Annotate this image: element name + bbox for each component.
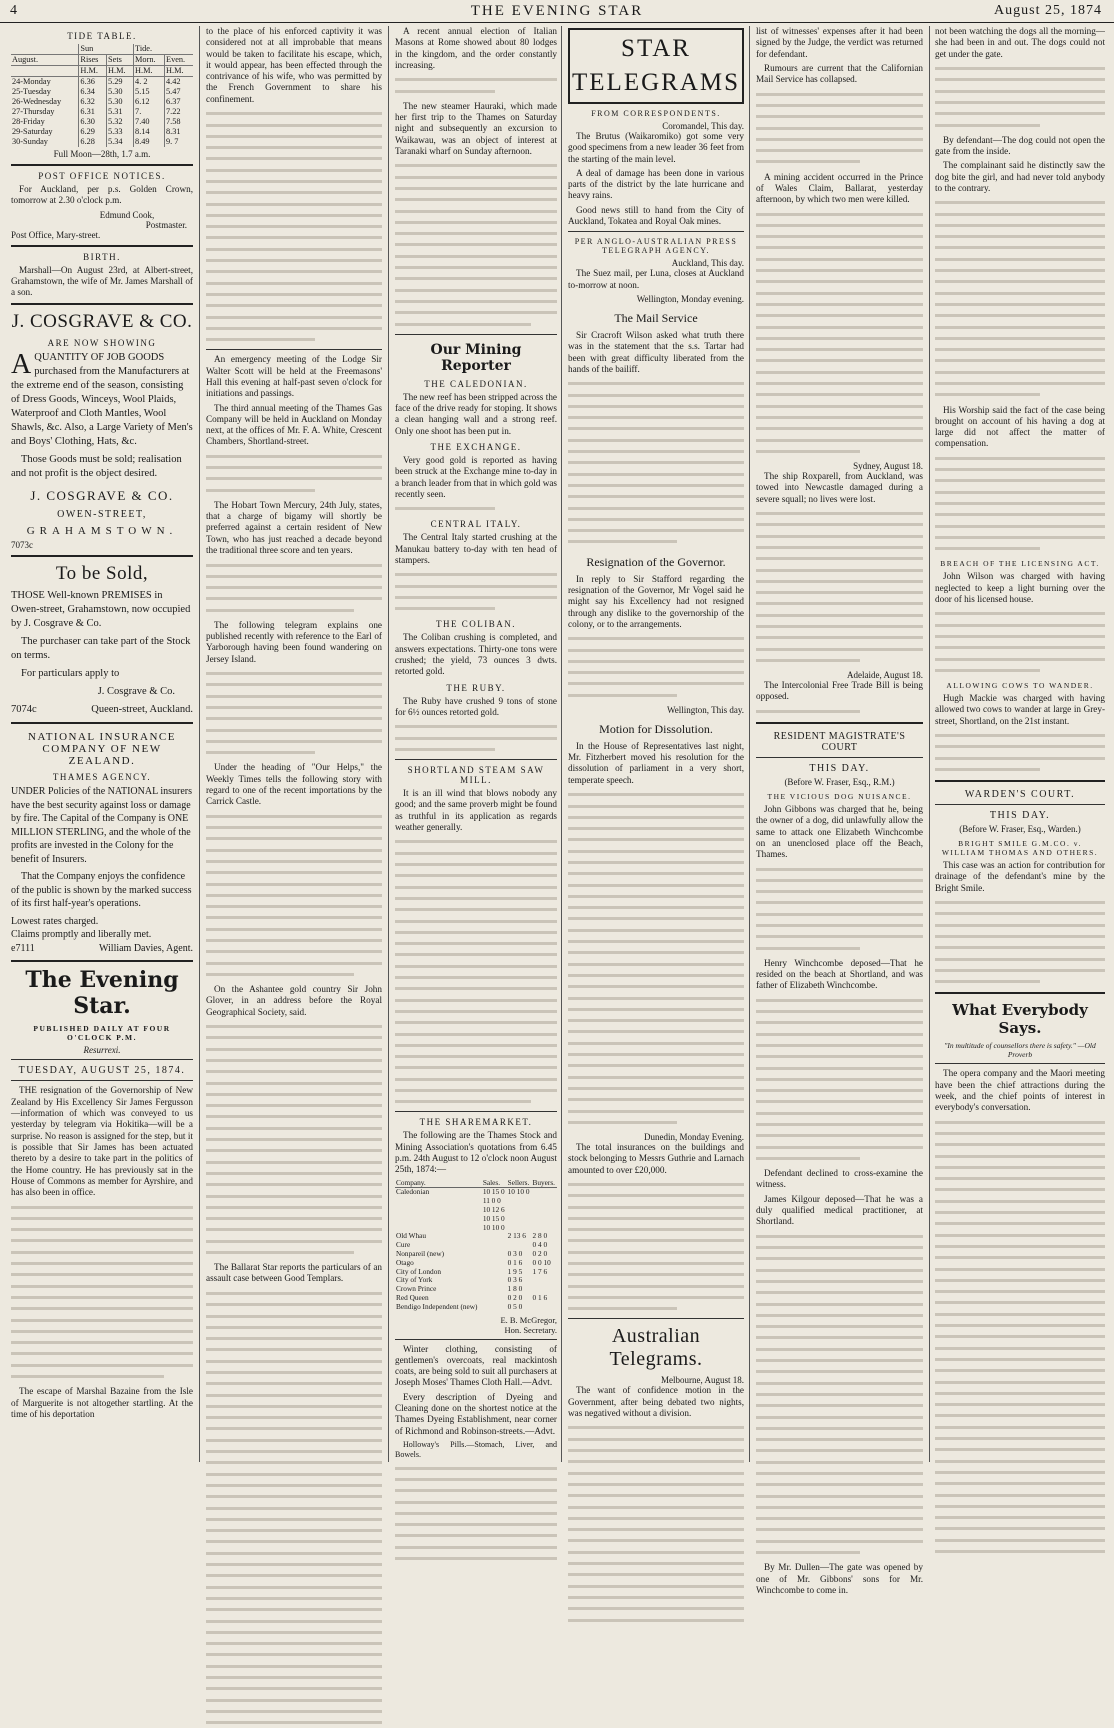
column-rule [199, 26, 200, 1462]
australian-telegrams-title: Australian Telegrams. [609, 1325, 703, 1371]
illegible-text [568, 1179, 744, 1315]
case-title: BRIGHT SMILE G.M.CO. v. WILLIAM THOMAS AND OTHERS. [941, 839, 1099, 858]
article-paragraph: Rumours are current that the Californian Mail Service has collapsed. [756, 62, 923, 85]
tide-col-even: Even. [166, 55, 186, 64]
mail-service-title: The Mail Service [614, 310, 698, 325]
illegible-text [395, 569, 557, 614]
star-telegrams-banner: STAR TELEGRAMS [568, 28, 744, 104]
table-row: 29-Saturday 6.29 5.33 8.14 8.31 [12, 127, 181, 136]
column-5 [751, 26, 928, 1595]
illegible-text [395, 721, 557, 755]
court-paragraph: By defendant—The dog could not open the gate from the inside. [935, 134, 1105, 156]
postmaster-role: Postmaster. [145, 219, 187, 230]
cosgrave-showing: ARE NOW SHOWING [47, 338, 157, 349]
dateline: Melbourne, August 18. [661, 1375, 744, 1386]
table-row: 10 10 0 [482, 1222, 505, 1232]
illegible-text [206, 811, 382, 980]
table-row: 30-Sunday 6.28 5.34 8.49 9. 7 [12, 137, 179, 146]
table-row: 11 0 0 [482, 1196, 501, 1206]
column-3 [390, 26, 562, 1462]
insurance-ad [11, 785, 193, 955]
tide-table [11, 44, 193, 147]
publication-note: PUBLISHED DAILY AT FOUR O'CLOCK P.M. [33, 1024, 171, 1043]
illegible-text [756, 1231, 923, 1559]
article-paragraph: The Intercolonial Free Trade Bill is being opposed. [756, 680, 923, 702]
insurance-agent: William Davies, Agent. [98, 942, 193, 954]
share-col-buyers: Buyers. [532, 1177, 555, 1187]
lodge-notice: An emergency meeting of the Lodge Sir Walter Scott will be held at the Freemasons' Hall this evening at half-past seven o'clock for initiations and passings. [206, 354, 382, 399]
illegible-text [206, 668, 382, 758]
column-1 [6, 26, 198, 1462]
coliban-title: THE COLIBAN. [436, 619, 516, 630]
dateline: Wellington, Monday evening. [636, 293, 744, 304]
dog-nuisance-title: THE VICIOUS DOG NUISANCE. [767, 791, 912, 801]
exchange-title: THE EXCHANGE. [430, 441, 522, 452]
court-day: THIS DAY. [809, 762, 870, 774]
court-paragraph: Henry Winchcombe deposed—That he resided on the beach at Shortland, and was father of Elizabeth Winchcombe. [756, 957, 923, 991]
table-row: Nonpareil (new) 0 3 0 0 2 0 [396, 1249, 548, 1259]
insurance-agency: THAMES AGENCY. [52, 772, 152, 783]
telegram-paragraph: The Suez mail, per Luna, closes at Auckland to-morrow at noon. [568, 268, 744, 290]
illegible-text [395, 1463, 557, 1565]
moon-phase: Full Moon—28th, 1.7 a.m. [53, 149, 151, 159]
leader-paragraph-2: The escape of Marshal Bazaine from the Isle of Marguerite is not altogether startling. At the time of his deportation [11, 1386, 193, 1419]
court-paragraph: John Gibbons was charged that he, being the owner of a dog, did unlawfully allow the same to attack one Elizabeth Winchcombe on an unenclosed place off the Beach, Thames. [756, 803, 923, 860]
to-be-sold-title: To be Sold, [55, 563, 149, 585]
paper-title: THE EVENING STAR [470, 3, 644, 19]
table-row: 26-Wednesday 6.32 5.30 6.12 6.37 [12, 97, 181, 106]
illegible-text [935, 63, 1105, 131]
dateline: Auckland, This day. [671, 258, 744, 269]
to-be-sold-address: Queen-street, Auckland. [91, 704, 193, 716]
table-row: 28-Friday 6.30 5.32 7.40 7.58 [12, 117, 181, 126]
telegram-paragraph: The want of confidence motion in the Government, after being debated two nights, was negatived without a division. [568, 1385, 744, 1419]
column-4 [563, 26, 749, 1462]
illegible-text [568, 633, 744, 701]
table-row: City of York 0 3 6 [396, 1275, 523, 1285]
birth-notice: Marshall—On August 23rd, at Albert-street, Grahamstown, the wife of Mr. James Marshall of a son. [11, 264, 193, 298]
illegible-text [756, 508, 923, 666]
ruby-report: The Ruby have crushed 9 tons of stone for 6½ ounces retorted gold. [395, 695, 557, 717]
illegible-text [206, 108, 382, 345]
cosgrave-name-2: J. COSGRAVE & CO. [30, 488, 174, 504]
dateline: Dunedin, Monday Evening. [644, 1131, 744, 1142]
masthead [0, 0, 1114, 23]
to-be-sold-text-2: The purchaser can take part of the Stock on terms. [11, 636, 191, 662]
illegible-text [11, 1201, 193, 1382]
dissolution-title: Motion for Dissolution. [599, 721, 713, 736]
table-row: 24-Monday 6.36 5.29 4. 2 4.42 [12, 77, 181, 86]
court-paragraph: James Kilgour deposed—That he was a duly qualified medical practitioner, at Shortland. [756, 1193, 923, 1227]
illegible-text [756, 88, 923, 167]
column-rule [388, 26, 389, 1462]
tide-col-sun: Sun [79, 44, 134, 55]
court-paragraph: Hugh Mackie was charged with having allowed two cows to wander at large in Grey-street, Shortland, on the 21st instant. [935, 693, 1105, 726]
editorial-dateline: TUESDAY, AUGUST 25, 1874. [18, 1065, 186, 1077]
to-be-sold-ad [11, 589, 193, 717]
telegram-paragraph: Sir Cracroft Wilson asked what truth there was in the statement that the s.s. Tartar had been with great difficulty liberated from the hands of the bailiff. [568, 329, 744, 374]
ad-reference: 7074c [11, 704, 37, 716]
ashantee-paragraph: On the Ashantee gold country Sir John Glover, in an address before the Royal Geographical Society, said. [206, 984, 382, 1017]
advertisement-dyeing: Every description of Dyeing and Cleaning done on the shortest notice at the Thames Dyeing Establishment, near corner of Richmond and Robinson-streets.—Advt. [395, 1391, 557, 1436]
ruby-title: THE RUBY. [446, 682, 506, 693]
sharemarket-signer: E. B. McGregor, [500, 1314, 557, 1325]
table-row: Caledonian 10 15 0 10 10 0 [396, 1187, 530, 1197]
hauraki-paragraph: The new steamer Hauraki, which made her first trip to the Thames on Saturday night and subsequently an excursion to Waikawau, was an object of interest at Taranaki wharf on Sunday afternoon. [395, 100, 557, 156]
telegram-paragraph: A deal of damage has been done in various parts of the district by the late hurricane and heavy rains. [568, 167, 744, 201]
illegible-text [395, 503, 557, 514]
to-be-sold-text: THOSE Well-known PREMISES in Owen-street, Grahamstown, now occupied by J. Cosgrave & Co. [11, 590, 191, 630]
table-row: Cure 0 4 0 [396, 1240, 548, 1250]
sharemarket-title: THE SHAREMARKET. [419, 1117, 533, 1128]
advertisement-clothing: Winter clothing, consisting of gentlemen's overcoats, real mackintosh coats, are being sold to suit all purchasers at Joseph Moses' Thames Cloth Hall.—Advt. [395, 1343, 558, 1388]
what-everybody-says-title: What Everybody Says. [952, 1001, 1088, 1038]
table-row: Crown Prince 1 8 0 [396, 1284, 523, 1294]
illegible-text [935, 897, 1105, 987]
gas-company-notice: The third annual meeting of the Thames Gas Company will be held in Auckland on Monday next, at the offices of Mr. F. A. White, Crescent Chambers, Shortland-street. [206, 402, 382, 447]
illegible-text [395, 836, 557, 1107]
column-2 [201, 26, 387, 1462]
post-office-title: POST OFFICE NOTICES. [38, 171, 166, 181]
ad-reference: 7073c [11, 540, 33, 551]
cosgrave-ad [11, 351, 193, 481]
illegible-text [206, 559, 382, 615]
cosgrave-text-2: Those Goods must be sold; realisation and not profit is the object desired. [11, 454, 182, 480]
article-paragraph: to the place of his enforced captivity it was considered not at all improbable that means would be taken to facilitate his escape, which, it would appear, has been effected through the contrivance of his wife, who was permitted by the French Government to share his confinement. [206, 26, 382, 104]
birth-title: BIRTH. [83, 251, 121, 262]
table-row: City of London 1 9 5 1 7 6 [396, 1266, 548, 1276]
illegible-text [756, 706, 923, 717]
cosgrave-street: OWEN-STREET, [57, 509, 147, 521]
cosgrave-text: QUANTITY OF JOB GOODS purchased from the Manufacturers at the extreme end of the season, consisting of Dress Goods, Winceys, Wool Plaids, Waterproof and Cloth Mantles, Wool Shawls, &c. Also, a Large Variety of Men's and Boys' Clothing, Hats, &c. [11, 352, 193, 448]
post-office-text: For Auckland, per p.s. Golden Crown, tomorrow at 2.30 o'clock p.m. [11, 184, 193, 206]
leader-paragraph: THE resignation of the Governorship of New Zealand by His Excellency Sir James Fergusson—information of which was conveyed to us yesterday by telegram via Hokitika—will be a surprise. No reason is assigned for the step, but it is possible that Sir James has been actuated thereto by a desire to take part in the politics of the Home country. He has previously sat in the House of Commons as member for Ayrshire, and has also been in office. [11, 1085, 193, 1198]
illegible-text [935, 453, 1105, 555]
column-paragraph: The opera company and the Maori meeting have been the chief attractions during the week, and the chief points of interest in everybody's conversation. [935, 1068, 1105, 1113]
table-row: Red Queen 0 2 0 0 1 6 [396, 1293, 548, 1302]
sharemarket-intro: The following are the Thames Stock and Mining Association's quotations from 6.45 p.m. 24th August to 12 o'clock noon August 25th, 1874:— [395, 1130, 557, 1175]
cows-title: ALLOWING COWS TO WANDER. [946, 681, 1094, 691]
central-italy-title: CENTRAL ITALY. [430, 519, 522, 530]
illegible-text [206, 1021, 382, 1258]
paper-motto: Resurrexi. [83, 1045, 121, 1056]
drop-cap: A [11, 349, 32, 381]
table-row: Bendigo Independent (new) 0 5 0 [396, 1301, 523, 1311]
insurance-claims: Claims promptly and liberally met. [11, 929, 152, 941]
tide-col-tide: Tide. [135, 44, 153, 53]
table-row: 10 12 6 [482, 1205, 505, 1215]
insurance-rates: Lowest rates charged. [11, 915, 99, 927]
ad-reference: e7111 [11, 942, 35, 954]
tide-col-august: August. [11, 55, 79, 66]
telegram-paragraph: The total insurances on the buildings and stock belonging to Messrs Guthrie and Larnach amounted to over £20,000. [568, 1141, 744, 1175]
telegram-paragraph: In reply to Sir Stafford regarding the resignation of the Governor, Mr Vogel said he might say his Excellency had not resigned through any dislike to the governorship of the colony, or to the arrangements. [568, 573, 744, 629]
paper-nameplate: The Evening Star. [25, 967, 179, 1020]
press-agency-title: PER ANGLO-AUSTRALIAN PRESS TELEGRAPH AGENCY. [574, 237, 738, 256]
cosgrave-name: J. COSGRAVE & CO. [11, 311, 193, 333]
masons-paragraph: A recent annual election of Italian Masons at Rome showed about 80 lodges in the kingdom, and the order constantly increasing. [395, 26, 557, 70]
illegible-text [756, 995, 923, 1164]
share-col-company: Company. [396, 1177, 426, 1187]
tide-unit: H.M. [79, 66, 107, 77]
illegible-text [206, 1288, 382, 1728]
post-office-address: Post Office, Mary-street. [11, 229, 101, 240]
illegible-text [935, 1117, 1105, 1558]
telegram-paragraph: The following telegram explains one published recently with reference to the Earl of Yarborough having been found wandering on Jersey Island. [206, 619, 382, 664]
share-col-sales: Sales. [482, 1177, 501, 1187]
illegible-text [935, 197, 1105, 400]
court-before: (Before W. Fraser, Esq., R.M.) [784, 776, 895, 787]
illegible-text [568, 1422, 744, 1625]
tide-table-title: TIDE TABLE. [67, 31, 137, 41]
insurance-title: NATIONAL INSURANCE COMPANY OF NEW ZEALAND. [28, 731, 176, 768]
tide-unit: H.M. [107, 66, 134, 77]
bigamy-paragraph: The Hobart Town Mercury, 24th July, states, that a charge of bigamy will shortly be preferred against a certain resident of New Town, who has just reached a decade beyond the traditional three score and ten years. [206, 499, 382, 556]
tide-col-morn: Morn. [134, 55, 165, 66]
article-paragraph: list of witnesses' expenses after it had been signed by the Judge, the verdict was returned for defendant. [756, 26, 923, 59]
our-helps-paragraph: Under the heading of "Our Helps," the Weekly Times tells the following story with regard to one of the recent importations by the Carrick Castle. [206, 762, 382, 807]
caledonian-title: THE CALEDONIAN. [424, 378, 528, 389]
tide-col-sets: Sets [107, 55, 134, 66]
central-italy-report: The Central Italy started crushing at the Manukau battery to-day with ten head of stampers. [395, 532, 557, 565]
tide-unit: H.M. [134, 66, 165, 77]
illegible-text [395, 74, 557, 97]
column-6 [930, 26, 1110, 1462]
court-paragraph: John Wilson was charged with having neglected to keep a light burning over the door of his licensed house. [935, 571, 1105, 604]
correspondents-title: FROM CORRESPONDENTS. [591, 109, 721, 118]
dateline: Wellington, This day. [666, 704, 744, 715]
licensing-title: BREACH OF THE LICENSING ACT. [940, 559, 1100, 569]
court-title: RESIDENT MAGISTRATE'S COURT [773, 730, 906, 753]
illegible-text [568, 789, 744, 1128]
court-paragraph: The complainant said he distinctly saw the dog bite the girl, and had never told anybody to the contrary. [935, 160, 1105, 193]
illegible-text [756, 208, 923, 457]
ballarat-paragraph: The Ballarat Star reports the particulars of an assault case between Good Templars. [206, 1262, 382, 1284]
dateline: Sydney, August 18. [853, 460, 923, 471]
dateline: Adelaide, August 18. [847, 670, 923, 681]
column-rule [749, 26, 750, 1462]
insurance-text: UNDER Policies of the NATIONAL insurers have the best security against loss or damage by fire. The Capital of the Company is ONE MILLION STERLING, and the whole of the profits are invested in the Colony for the benefit of Insurers. [11, 786, 192, 865]
telegram-paragraph: The Brutus (Waikaromiko) got some very good specimens from a new leader 36 feet from the starting of the main level. [568, 131, 744, 164]
court-paragraph: By Mr. Dullen—The gate was opened by one of Mr. Gibbons' sons for Mr. Winchcombe to come in. [756, 1562, 923, 1595]
court-paragraph: not been watching the dogs all the morning—she had been in and out. The dogs could not get under the gate. [935, 26, 1105, 59]
tide-col-rises: Rises [79, 55, 107, 66]
cosgrave-town: GRAHAMSTOWN. [26, 525, 178, 538]
table-row: 25-Tuesday 6.34 5.30 5.15 5.47 [12, 87, 181, 96]
court-paragraph: This case was an action for contribution for drainage of the defendant's mine by the Bright Smile. [935, 860, 1105, 893]
to-be-sold-agent: J. Cosgrave & Co. [97, 686, 175, 698]
issue-date: August 25, 1874 [994, 3, 1102, 18]
tide-unit: H.M. [166, 66, 184, 75]
share-col-sellers: Sellers. [507, 1177, 530, 1187]
wardens-court-title: WARDEN'S COURT. [964, 789, 1076, 801]
caledonian-report: The new reef has been stripped across the face of the drive ready for stoping. It shows a clean hanging wall and a strong reef. Only one shoot has been put in. [395, 391, 557, 436]
dateline: Coromandel, This day. [662, 121, 744, 131]
court-paragraph: His Worship said the fact of the case being brought on account of his having a dog at large did not affect the matter of compensation. [935, 404, 1105, 449]
illegible-text [756, 863, 923, 953]
telegram-paragraph: In the House of Representatives last night, Mr. Fitzherbert moved his resolution for the dissolution of parliament in a very short, temperate speech. [568, 740, 744, 785]
to-be-sold-text-3: For particulars apply to [21, 668, 120, 680]
column-motto: "In multitude of counsellors there is safety." —Old Proverb [944, 1041, 1096, 1060]
illegible-text [935, 608, 1105, 676]
sharemarket-table [395, 1179, 557, 1312]
telegram-paragraph: Good news still to hand from the City of Auckland, Tokatea and Royal Oak mines. [568, 204, 744, 227]
advertisement-holloway: Holloway's Pills.—Stomach, Liver, and Bowels. [395, 1439, 557, 1459]
wardens-before: (Before W. Fraser, Esq., Warden.) [959, 824, 1081, 835]
insurance-text-2: That the Company enjoys the confidence of the public is shown by the marked success of its first half-year's operations. [11, 871, 192, 910]
table-row: Old Whau 2 13 6 2 8 0 [396, 1231, 548, 1241]
sharemarket-signer-role: Hon. Secretary. [504, 1324, 557, 1335]
illegible-text [206, 451, 382, 496]
postmaster-name: Edmund Cook, [99, 209, 155, 220]
sawmill-title: SHORTLAND STEAM SAW MILL. [407, 765, 545, 786]
court-paragraph: Defendant declined to cross-examine the witness. [756, 1168, 923, 1190]
article-paragraph: A mining accident occurred in the Prince of Wales Claim, Ballarat, yesterday afternoon, by which two men were killed. [756, 171, 923, 205]
illegible-text [395, 160, 557, 329]
illegible-text [568, 378, 744, 547]
mining-reporter-title: Our Mining Reporter [430, 341, 522, 374]
resignation-title: Resignation of the Governor. [586, 554, 726, 569]
wardens-day: THIS DAY. [989, 810, 1051, 822]
sawmill-paragraph: It is an ill wind that blows nobody any good; and the same proverb might be found as truthful in its application as regards weather generally. [395, 788, 557, 833]
table-row: Otago 0 1 6 0 0 10 [396, 1257, 551, 1267]
illegible-text [935, 730, 1105, 775]
table-row: 10 15 0 [482, 1213, 505, 1223]
article-paragraph: The ship Roxparell, from Auckland, was towed into Newcastle damaged during a severe squall; no lives were lost. [756, 470, 923, 504]
page-number: 4 [10, 3, 17, 18]
coliban-report: The Coliban crushing is completed, and answers expectations. Thirty-one tons were crushed; the yield, 73 ounces 3 dwts. retorted gold. [395, 632, 557, 677]
exchange-report: Very good gold is reported as having been struck at the Exchange mine to-day in a branch leader from that in which gold was recently seen. [395, 454, 557, 499]
table-row: 27-Thursday 6.31 5.31 7. 7.22 [12, 107, 181, 116]
